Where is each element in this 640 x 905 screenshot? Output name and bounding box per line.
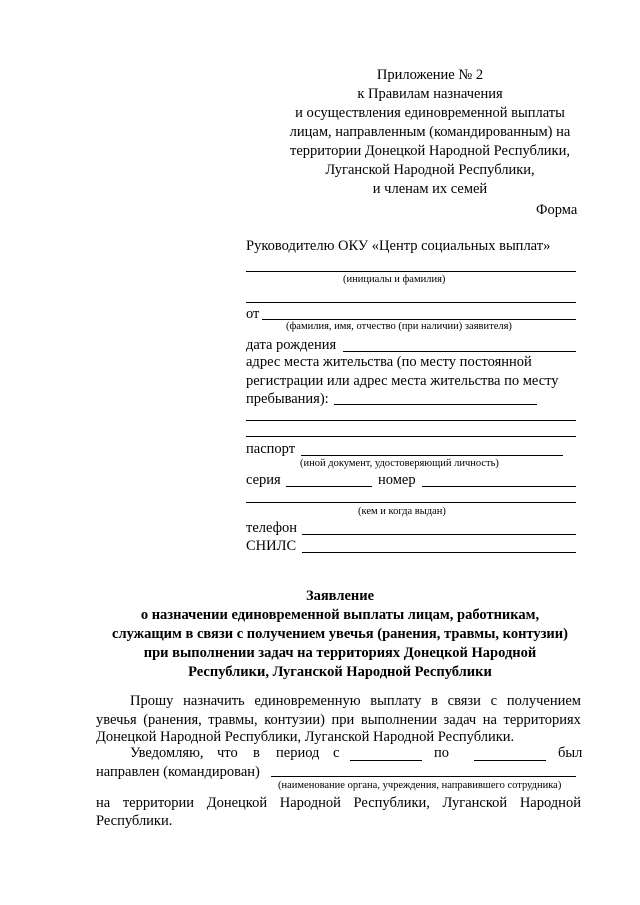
was-word: был: [558, 745, 583, 761]
passport-label: паспорт: [246, 441, 296, 457]
sent-label: направлен (командирован): [96, 764, 260, 780]
passport-field-line[interactable]: [301, 455, 563, 456]
caption-initials: (инициалы и фамилия): [343, 274, 446, 285]
paragraph-line: Республики.: [96, 813, 173, 829]
annex-line: лицам, направленным (командированным) на: [289, 124, 571, 140]
title-line: служащим в связи с получением увечья (ранения, травмы, контузии): [112, 626, 568, 642]
issued-by-field-line[interactable]: [246, 502, 576, 503]
applicant-name-field-line[interactable]: [262, 319, 576, 320]
from-label: от: [246, 306, 260, 322]
annex-line: и членам их семей: [372, 181, 488, 197]
birth-date-label: дата рождения: [246, 337, 337, 353]
title-line: при выполнении задач на территориях Донецкой Народной: [143, 645, 537, 661]
paragraph-line: на территории Донецкой Народной Республики, Луганской Народной: [96, 795, 581, 811]
document-title: [60, 587, 620, 682]
that-word: что: [217, 745, 238, 761]
title-line: Республики, Луганской Народной Республики: [188, 664, 492, 680]
annex-line: территории Донецкой Народной Республики,: [290, 143, 570, 159]
annex-line: Луганской Народной Республики,: [325, 162, 535, 178]
series-field-line[interactable]: [286, 486, 372, 487]
period-word: период: [276, 745, 320, 761]
address-field-line[interactable]: [334, 404, 537, 405]
caption-document: (иной документ, удостоверяющий личность): [300, 458, 499, 469]
caption-applicant: (фамилия, имя, отчество (при наличии) заявителя): [286, 321, 512, 332]
address-field-line[interactable]: [246, 436, 576, 437]
birth-date-field-line[interactable]: [343, 351, 576, 352]
snils-field-line[interactable]: [302, 552, 576, 553]
paragraph-line: Донецкой Народной Республики, Луганской Народной Республики.: [96, 729, 515, 745]
number-label: номер: [378, 472, 416, 488]
annex-header: [270, 66, 590, 199]
addressee-line: Руководителю ОКУ «Центр социальных выплат»: [246, 238, 551, 254]
form-label: Форма: [536, 202, 578, 218]
initials-field-line[interactable]: [246, 271, 576, 272]
caption-issued: (кем и когда выдан): [358, 506, 446, 517]
period-start-field-line[interactable]: [350, 760, 422, 761]
caption-org: (наименование органа, учреждения, направившего сотрудника): [278, 780, 562, 791]
notify-word: Уведомляю,: [130, 745, 204, 761]
address-label-line: пребывания):: [246, 391, 329, 407]
snils-label: СНИЛС: [246, 538, 297, 554]
series-label: серия: [246, 472, 281, 488]
period-end-field-line[interactable]: [474, 760, 546, 761]
blank-line[interactable]: [246, 302, 576, 303]
number-field-line[interactable]: [422, 486, 576, 487]
sending-org-field-line[interactable]: [271, 776, 576, 777]
address-field-line[interactable]: [246, 420, 576, 421]
title-line: о назначении единовременной выплаты лицам, работникам,: [140, 607, 540, 623]
paragraph-line: увечья (ранения, травмы, контузии) при выполнении задач на территориях: [96, 712, 581, 728]
phone-field-line[interactable]: [302, 534, 576, 535]
to-word: по: [434, 745, 450, 761]
address-label-line: адрес места жительства (по месту постоянной: [246, 354, 532, 370]
title-line: Заявление: [305, 588, 375, 604]
address-label-line: регистрации или адрес места жительства по месту: [246, 373, 559, 389]
annex-line: Приложение № 2: [376, 67, 484, 83]
annex-line: и осуществления единовременной выплаты: [295, 105, 565, 121]
paragraph-line: Прошу назначить единовременную выплату в связи с получением: [130, 693, 581, 709]
from-word: с: [333, 745, 340, 761]
annex-line: к Правилам назначения: [357, 86, 503, 102]
phone-label: телефон: [246, 520, 298, 536]
in-word: в: [253, 745, 260, 761]
